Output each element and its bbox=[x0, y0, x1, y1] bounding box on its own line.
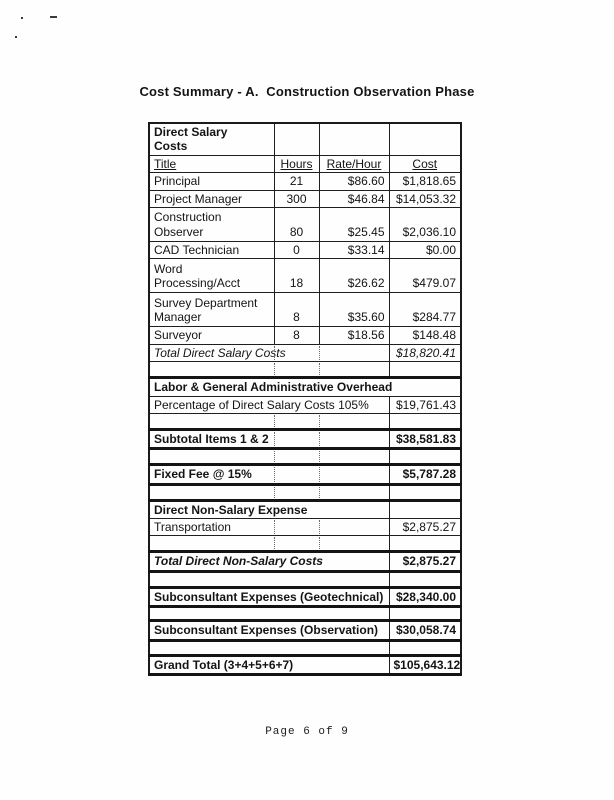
section-header-overhead: Labor & General Administrative Overhead bbox=[149, 378, 461, 396]
spacer-row bbox=[149, 362, 461, 378]
empty-cell bbox=[389, 607, 461, 621]
salary-title: CAD Technician bbox=[149, 241, 274, 258]
salary-hours: 0 bbox=[274, 241, 319, 258]
table-row-subtotal bbox=[149, 429, 461, 448]
salary-hours: 8 bbox=[274, 327, 319, 344]
subconsultant-geotechnical-value: $28,340.00 bbox=[389, 587, 461, 606]
table-row-section-direct-salary bbox=[149, 123, 461, 155]
empty-cell bbox=[149, 607, 389, 621]
spacer-row bbox=[149, 640, 461, 655]
fixed-fee-label: Fixed Fee @ 15% bbox=[149, 465, 389, 484]
table-header-row bbox=[149, 155, 461, 172]
subtotal-label: Subtotal Items 1 & 2 bbox=[149, 429, 389, 448]
section-header-direct-salary: Direct Salary Costs bbox=[149, 123, 274, 155]
salary-title: Project Manager bbox=[149, 190, 274, 207]
table-row-overhead-percentage bbox=[149, 396, 461, 413]
salary-cost: $14,053.32 bbox=[389, 190, 461, 207]
grand-total-value: $105,643.12 bbox=[389, 655, 461, 674]
overhead-percentage-value: $19,761.43 bbox=[389, 396, 461, 413]
empty-cell bbox=[149, 640, 389, 655]
salary-title: Word Processing/Acct bbox=[149, 259, 274, 293]
spacer-row bbox=[149, 607, 461, 621]
total-direct-salary-value: $18,820.41 bbox=[389, 344, 461, 361]
empty-cell bbox=[389, 640, 461, 655]
table-row-total-non-salary bbox=[149, 552, 461, 571]
column-header-rate: Rate/Hour bbox=[319, 155, 389, 172]
empty-cell bbox=[389, 449, 461, 465]
table-row bbox=[149, 293, 461, 327]
table-row-grand-total bbox=[149, 655, 461, 674]
salary-cost: $1,818.65 bbox=[389, 173, 461, 190]
salary-rate: $26.62 bbox=[319, 259, 389, 293]
empty-cell bbox=[389, 536, 461, 552]
scan-speck bbox=[21, 17, 23, 19]
salary-cost: $284.77 bbox=[389, 293, 461, 327]
column-header-hours: Hours bbox=[274, 155, 319, 172]
cost-summary-table bbox=[148, 122, 462, 676]
salary-rate: $18.56 bbox=[319, 327, 389, 344]
empty-cell bbox=[389, 484, 461, 500]
total-non-salary-value: $2,875.27 bbox=[389, 552, 461, 571]
subconsultant-observation-value: $30,058.74 bbox=[389, 621, 461, 640]
salary-hours: 8 bbox=[274, 293, 319, 327]
empty-cell bbox=[149, 484, 389, 500]
scan-speck bbox=[15, 36, 17, 38]
salary-cost: $0.00 bbox=[389, 241, 461, 258]
salary-rate: $46.84 bbox=[319, 190, 389, 207]
empty-cell bbox=[149, 362, 389, 378]
subtotal-value: $38,581.83 bbox=[389, 429, 461, 448]
salary-hours: 21 bbox=[274, 173, 319, 190]
salary-rate: $33.14 bbox=[319, 241, 389, 258]
table-row-total-direct-salary bbox=[149, 344, 461, 361]
salary-rate: $86.60 bbox=[319, 173, 389, 190]
empty-cell bbox=[149, 413, 389, 429]
transportation-label: Transportation bbox=[149, 519, 389, 536]
spacer-row bbox=[149, 413, 461, 429]
table-row bbox=[149, 241, 461, 258]
salary-cost: $148.48 bbox=[389, 327, 461, 344]
table-row-fixed-fee bbox=[149, 465, 461, 484]
spacer-row bbox=[149, 571, 461, 587]
table-row bbox=[149, 259, 461, 293]
empty-cell bbox=[319, 123, 389, 155]
salary-hours: 80 bbox=[274, 207, 319, 241]
subconsultant-geotechnical-label: Subconsultant Expenses (Geotechnical) bbox=[149, 587, 389, 606]
grand-total-label: Grand Total (3+4+5+6+7) bbox=[149, 655, 389, 674]
salary-title: Survey Department Manager bbox=[149, 293, 274, 327]
salary-rate: $35.60 bbox=[319, 293, 389, 327]
spacer-row bbox=[149, 449, 461, 465]
total-non-salary-label: Total Direct Non-Salary Costs bbox=[149, 552, 389, 571]
salary-title: Principal bbox=[149, 173, 274, 190]
table-row-subconsultant-observation bbox=[149, 621, 461, 640]
empty-cell bbox=[274, 123, 319, 155]
total-direct-salary-label: Total Direct Salary Costs bbox=[149, 344, 389, 361]
fixed-fee-value: $5,787.28 bbox=[389, 465, 461, 484]
column-header-cost: Cost bbox=[389, 155, 461, 172]
table-row-subconsultant-geotechnical bbox=[149, 587, 461, 606]
salary-hours: 300 bbox=[274, 190, 319, 207]
section-header-non-salary: Direct Non-Salary Expense bbox=[149, 500, 389, 518]
empty-cell bbox=[149, 449, 389, 465]
empty-cell bbox=[389, 413, 461, 429]
table-row bbox=[149, 207, 461, 241]
overhead-percentage-label: Percentage of Direct Salary Costs 105% bbox=[149, 396, 389, 413]
table-row bbox=[149, 190, 461, 207]
salary-rate: $25.45 bbox=[319, 207, 389, 241]
salary-hours: 18 bbox=[274, 259, 319, 293]
empty-cell bbox=[149, 571, 389, 587]
salary-title: Surveyor bbox=[149, 327, 274, 344]
salary-title: Construction Observer bbox=[149, 207, 274, 241]
subconsultant-observation-label: Subconsultant Expenses (Observation) bbox=[149, 621, 389, 640]
table-row bbox=[149, 173, 461, 190]
table-row-section-non-salary bbox=[149, 500, 461, 518]
page-number-footer: Page 6 of 9 bbox=[265, 726, 349, 738]
salary-cost: $2,036.10 bbox=[389, 207, 461, 241]
empty-cell bbox=[389, 571, 461, 587]
empty-cell bbox=[149, 536, 389, 552]
spacer-row bbox=[149, 536, 461, 552]
table-row-section-overhead bbox=[149, 378, 461, 396]
page-title: Cost Summary - A. Construction Observation Phase bbox=[139, 84, 475, 99]
scan-speck bbox=[50, 16, 57, 18]
empty-cell bbox=[389, 123, 461, 155]
table-row-transportation bbox=[149, 519, 461, 536]
column-header-title: Title bbox=[149, 155, 274, 172]
spacer-row bbox=[149, 484, 461, 500]
empty-cell bbox=[389, 362, 461, 378]
empty-cell bbox=[389, 500, 461, 518]
salary-cost: $479.07 bbox=[389, 259, 461, 293]
transportation-value: $2,875.27 bbox=[389, 519, 461, 536]
table-row bbox=[149, 327, 461, 344]
